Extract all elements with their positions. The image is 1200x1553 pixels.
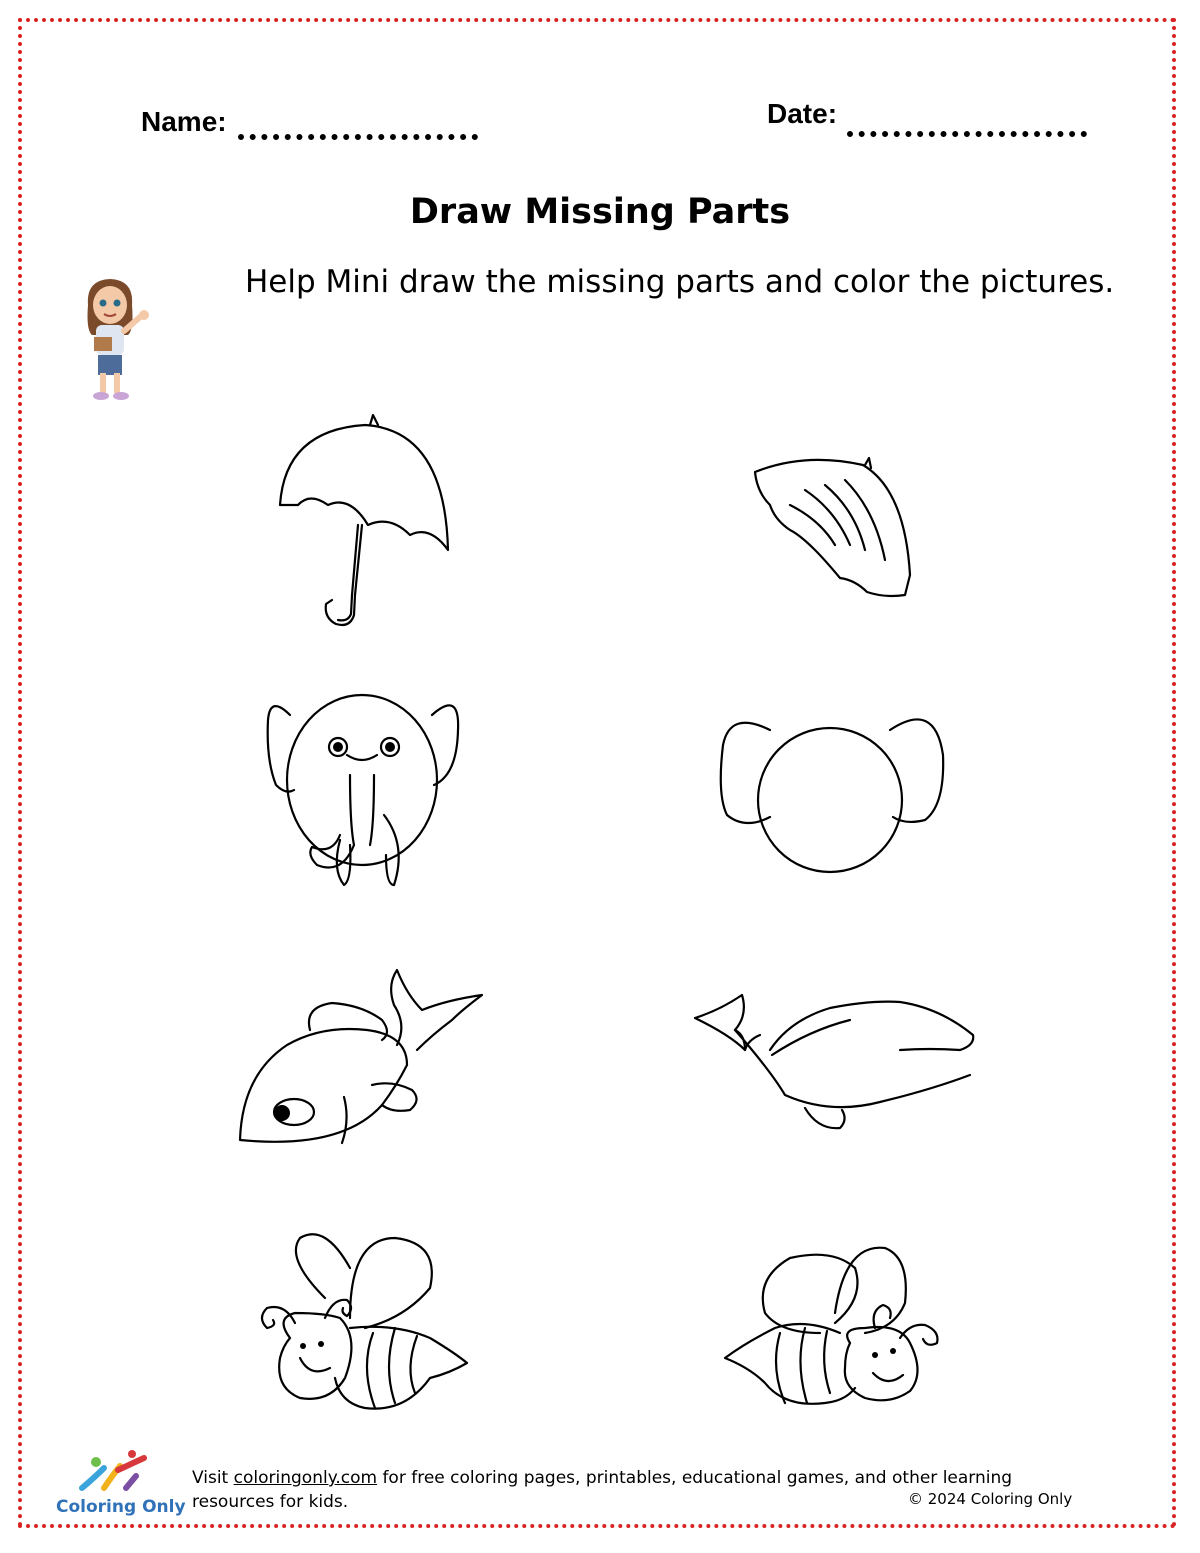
footer-rest-text: for free coloring pages, printables, educational games, and other learning resources for kids.: [192, 1468, 1013, 1512]
name-line[interactable]: [238, 134, 478, 140]
copyright-text: © 2024 Coloring Only: [908, 1490, 1073, 1508]
coloring-only-logo-icon: [74, 1448, 154, 1498]
date-line[interactable]: [847, 131, 1087, 137]
date-label: Date:: [767, 98, 838, 129]
footer-visit-text: Visit: [192, 1468, 234, 1488]
fish-complete: [232, 965, 487, 1160]
name-label: Name:: [141, 106, 227, 137]
bee-partial: [715, 1243, 950, 1418]
bee-complete: [255, 1228, 475, 1423]
logo-text: Coloring Only: [56, 1497, 186, 1517]
umbrella-complete: [270, 410, 460, 635]
umbrella-partial: [745, 450, 920, 605]
page-border: [18, 18, 1176, 1528]
worksheet-title: Draw Missing Parts: [409, 192, 791, 232]
footer-link[interactable]: coloringonly.com: [233, 1468, 378, 1488]
fish-partial: [690, 990, 980, 1130]
elephant-partial: [715, 705, 950, 875]
girl-mini-illustration: [68, 275, 158, 405]
elephant-complete: [262, 685, 467, 895]
worksheet-instruction: Help Mini draw the missing parts and color the pictures.: [245, 264, 1115, 300]
